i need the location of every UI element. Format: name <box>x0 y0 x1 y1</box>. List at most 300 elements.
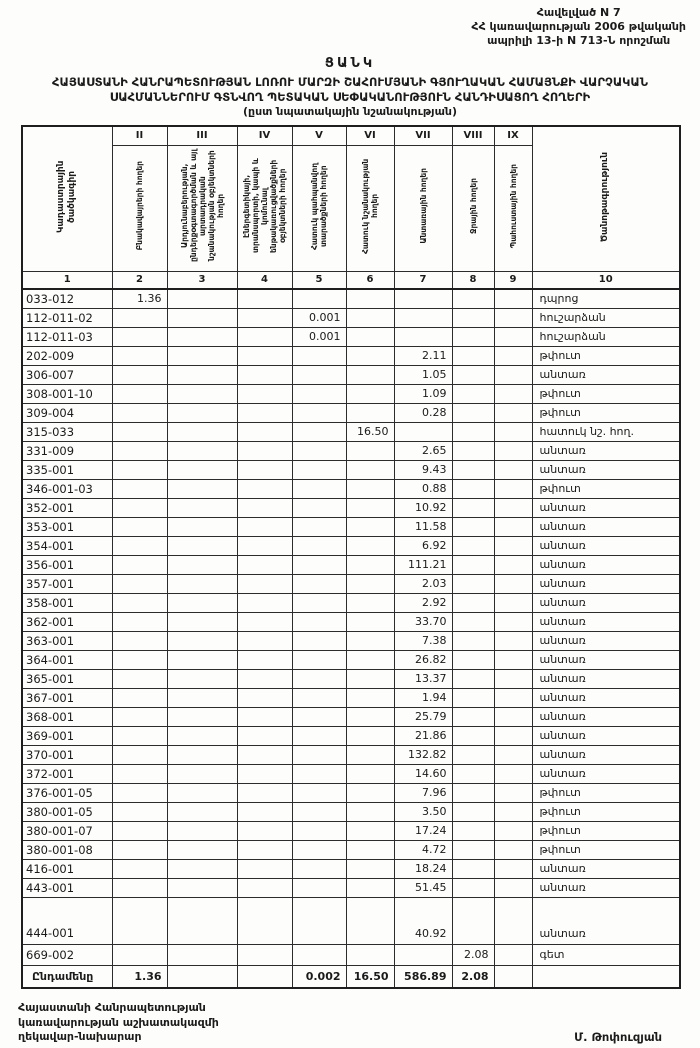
cell-col-2 <box>112 612 167 631</box>
cell-note: անտառ <box>532 923 680 944</box>
cell-col-5 <box>292 688 346 707</box>
cell-col-3 <box>167 574 237 593</box>
table-row <box>22 403 680 422</box>
cell-col-4 <box>237 802 292 821</box>
cell-col-8 <box>452 726 494 745</box>
cell-col-3 <box>167 308 237 327</box>
cell-col-4 <box>237 745 292 764</box>
cell-col-9 <box>494 593 532 612</box>
cell-col-2 <box>112 498 167 517</box>
cell-col-9 <box>494 308 532 327</box>
cell-col-2 <box>112 859 167 878</box>
annex-line-2: ՀՀ կառավարության 2006 թվականի <box>471 20 686 33</box>
cell-col-5: 0.001 <box>292 327 346 346</box>
cell-col-3 <box>167 346 237 365</box>
cell-col-6 <box>346 479 394 498</box>
cell-col-4 <box>237 289 292 308</box>
cell-col-8 <box>452 555 494 574</box>
cell-cadastral-code: 354-001 <box>22 536 112 555</box>
cell-col-6 <box>346 631 394 650</box>
cell-col-4 <box>237 944 292 965</box>
col-number-7: 7 <box>394 271 452 289</box>
cell-cadastral-code: 358-001 <box>22 593 112 612</box>
header-roman-5: V <box>292 126 346 145</box>
cell-col-2 <box>112 650 167 669</box>
cell-col-2 <box>112 593 167 612</box>
cell-col-9 <box>494 669 532 688</box>
cell-col-2 <box>112 669 167 688</box>
cell-cadastral-code: 335-001 <box>22 460 112 479</box>
cell-note: անտառ <box>532 631 680 650</box>
cell-col-9 <box>494 688 532 707</box>
cell-col-8 <box>452 536 494 555</box>
table-row <box>22 327 680 346</box>
cell-col-7: 2.11 <box>394 346 452 365</box>
cell-col-7: 3.50 <box>394 802 452 821</box>
cell-note: անտառ <box>532 650 680 669</box>
cell-col-8 <box>452 384 494 403</box>
empty-cell <box>346 897 394 923</box>
cell-col-2 <box>112 764 167 783</box>
cell-note: թփուտ <box>532 783 680 802</box>
cell-note: գետ <box>532 944 680 965</box>
cell-note: անտառ <box>532 555 680 574</box>
cell-cadastral-code: 033-012 <box>22 289 112 308</box>
cell-cadastral-code: 309-004 <box>22 403 112 422</box>
header-roman-9: IX <box>494 126 532 145</box>
cell-col-7: 2.03 <box>394 574 452 593</box>
cell-col-7: 7.96 <box>394 783 452 802</box>
header-roman-8: VIII <box>452 126 494 145</box>
cell-col-6 <box>346 923 394 944</box>
cell-col-2 <box>112 403 167 422</box>
cell-col-6: 16.50 <box>346 965 394 988</box>
cell-col-9 <box>494 517 532 536</box>
table-row <box>22 631 680 650</box>
cell-cadastral-code: 376-001-05 <box>22 783 112 802</box>
cell-col-3 <box>167 878 237 897</box>
cell-note: անտառ <box>532 460 680 479</box>
cell-col-7: 40.92 <box>394 923 452 944</box>
col-number-8: 8 <box>452 271 494 289</box>
cell-col-2 <box>112 631 167 650</box>
annex-line-1: Հավելված N 7 <box>536 6 621 19</box>
table-row <box>22 593 680 612</box>
cell-col-7: 2.65 <box>394 441 452 460</box>
cell-col-6 <box>346 944 394 965</box>
cell-note: հատուկ նշ. հող. <box>532 422 680 441</box>
cell-col-3 <box>167 384 237 403</box>
cell-col-6 <box>346 536 394 555</box>
cell-col-3 <box>167 555 237 574</box>
cell-col-7: 586.89 <box>394 965 452 988</box>
cell-col-6 <box>346 289 394 308</box>
cell-col-5 <box>292 764 346 783</box>
header-protected-lands: Հատուկ պահպանվող տարածքների հողեր <box>292 145 346 271</box>
cell-col-9 <box>494 289 532 308</box>
cell-col-9 <box>494 479 532 498</box>
cell-note: թփուտ <box>532 403 680 422</box>
table-row <box>22 688 680 707</box>
cell-col-2 <box>112 346 167 365</box>
cell-col-4 <box>237 574 292 593</box>
cell-col-9 <box>494 840 532 859</box>
cell-cadastral-code: 308-001-10 <box>22 384 112 403</box>
cell-note: անտառ <box>532 517 680 536</box>
cell-col-4 <box>237 384 292 403</box>
cell-note: հուշարձան <box>532 327 680 346</box>
cell-col-7 <box>394 944 452 965</box>
cell-col-4 <box>237 840 292 859</box>
cell-col-6 <box>346 460 394 479</box>
cell-col-5 <box>292 517 346 536</box>
cell-col-7: 26.82 <box>394 650 452 669</box>
cell-col-6 <box>346 593 394 612</box>
cell-col-3 <box>167 802 237 821</box>
cell-col-5 <box>292 669 346 688</box>
cell-cadastral-code: 380-001-07 <box>22 821 112 840</box>
col-number-3: 3 <box>167 271 237 289</box>
cell-col-5 <box>292 650 346 669</box>
cell-col-3 <box>167 612 237 631</box>
cell-note: անտառ <box>532 612 680 631</box>
cell-col-6 <box>346 574 394 593</box>
cell-cadastral-code: 315-033 <box>22 422 112 441</box>
table-row <box>22 498 680 517</box>
cell-col-9 <box>494 574 532 593</box>
cell-col-4 <box>237 965 292 988</box>
cell-col-8 <box>452 365 494 384</box>
cell-note: թփուտ <box>532 479 680 498</box>
cell-col-9 <box>494 944 532 965</box>
cell-cadastral-code: 444-001 <box>22 923 112 944</box>
cell-col-3 <box>167 764 237 783</box>
total-label: Ընդամենը <box>22 965 112 988</box>
cell-col-6 <box>346 346 394 365</box>
cell-col-4 <box>237 460 292 479</box>
cell-col-5 <box>292 346 346 365</box>
cell-col-2 <box>112 536 167 555</box>
cell-col-7: 18.24 <box>394 859 452 878</box>
cell-col-8 <box>452 422 494 441</box>
cell-col-4 <box>237 308 292 327</box>
cell-note: դպրոց <box>532 289 680 308</box>
cell-col-2 <box>112 923 167 944</box>
cell-col-4 <box>237 365 292 384</box>
cell-cadastral-code: 380-001-08 <box>22 840 112 859</box>
table-row <box>22 536 680 555</box>
header-roman-2: II <box>112 126 167 145</box>
cell-col-7: 13.37 <box>394 669 452 688</box>
header-special-lands: Հատուկ նշանակության հողեր <box>346 145 394 271</box>
signatory-title-line-2: կառավարության աշխատակազմի <box>18 1015 219 1029</box>
cell-cadastral-code: 363-001 <box>22 631 112 650</box>
cell-col-6 <box>346 783 394 802</box>
cell-col-8: 2.08 <box>452 944 494 965</box>
cell-col-9 <box>494 802 532 821</box>
annex-reference <box>471 6 686 48</box>
cell-col-2 <box>112 745 167 764</box>
cell-cadastral-code: 365-001 <box>22 669 112 688</box>
cell-note: անտառ <box>532 764 680 783</box>
cell-note: թփուտ <box>532 384 680 403</box>
header-infrastructure-lands: Էներգետիկայի, տրանսպորտի, կապի և կոմունալ ենթակառուցվածքների օբյեկտների հողեր <box>237 145 292 271</box>
table-row <box>22 460 680 479</box>
col-number-4: 4 <box>237 271 292 289</box>
cell-col-4 <box>237 346 292 365</box>
cell-col-8 <box>452 840 494 859</box>
cell-col-5 <box>292 859 346 878</box>
cell-col-3 <box>167 536 237 555</box>
cell-col-7 <box>394 289 452 308</box>
cell-col-4 <box>237 517 292 536</box>
table-body <box>22 289 680 988</box>
cell-col-8: 2.08 <box>452 965 494 988</box>
table-header <box>22 126 680 289</box>
cell-col-8 <box>452 783 494 802</box>
spacer-row <box>22 897 680 923</box>
cell-col-4 <box>237 631 292 650</box>
cell-col-5 <box>292 365 346 384</box>
cell-cadastral-code: 362-001 <box>22 612 112 631</box>
cell-note: հուշարձան <box>532 308 680 327</box>
cell-col-5 <box>292 498 346 517</box>
cell-cadastral-code: 112-011-03 <box>22 327 112 346</box>
cell-col-2 <box>112 422 167 441</box>
cell-col-3 <box>167 365 237 384</box>
cell-cadastral-code: 369-001 <box>22 726 112 745</box>
cell-col-4 <box>237 498 292 517</box>
cell-col-7 <box>394 422 452 441</box>
cell-col-3 <box>167 517 237 536</box>
cell-col-2 <box>112 726 167 745</box>
cell-col-5 <box>292 802 346 821</box>
cell-col-8 <box>452 498 494 517</box>
cell-cadastral-code: 364-001 <box>22 650 112 669</box>
cell-cadastral-code: 202-009 <box>22 346 112 365</box>
cell-col-6 <box>346 517 394 536</box>
cell-col-4 <box>237 536 292 555</box>
col-number-1: 1 <box>22 271 112 289</box>
table-row <box>22 764 680 783</box>
cell-cadastral-code: 368-001 <box>22 707 112 726</box>
cell-col-2 <box>112 384 167 403</box>
cell-col-6 <box>346 650 394 669</box>
cell-cadastral-code: 416-001 <box>22 859 112 878</box>
cell-col-8 <box>452 688 494 707</box>
header-roman-4: IV <box>237 126 292 145</box>
cell-col-7: 0.88 <box>394 479 452 498</box>
cell-col-4 <box>237 859 292 878</box>
table-row <box>22 745 680 764</box>
table-row <box>22 517 680 536</box>
cell-col-2 <box>112 821 167 840</box>
cell-col-7: 25.79 <box>394 707 452 726</box>
cell-col-7: 111.21 <box>394 555 452 574</box>
cell-col-9 <box>494 923 532 944</box>
cell-col-9 <box>494 441 532 460</box>
cell-col-5 <box>292 536 346 555</box>
table-row <box>22 308 680 327</box>
cell-col-9 <box>494 422 532 441</box>
cell-col-4 <box>237 441 292 460</box>
table-row <box>22 859 680 878</box>
col-number-6: 6 <box>346 271 394 289</box>
cell-col-7: 1.05 <box>394 365 452 384</box>
cell-col-6 <box>346 555 394 574</box>
cell-col-3 <box>167 707 237 726</box>
cell-col-5 <box>292 821 346 840</box>
cell-note: անտառ <box>532 574 680 593</box>
cell-col-8 <box>452 923 494 944</box>
cell-col-5 <box>292 745 346 764</box>
cell-col-5 <box>292 631 346 650</box>
cell-col-9 <box>494 498 532 517</box>
cell-note: անտառ <box>532 441 680 460</box>
cell-cadastral-code: 356-001 <box>22 555 112 574</box>
cell-col-6 <box>346 365 394 384</box>
cell-col-6 <box>346 441 394 460</box>
cell-col-7 <box>394 327 452 346</box>
cell-col-5 <box>292 783 346 802</box>
total-row <box>22 965 680 988</box>
cell-col-9 <box>494 612 532 631</box>
cell-cadastral-code: 331-009 <box>22 441 112 460</box>
col-number-2: 2 <box>112 271 167 289</box>
cell-col-7: 21.86 <box>394 726 452 745</box>
cell-col-8 <box>452 650 494 669</box>
cell-col-3 <box>167 479 237 498</box>
cell-col-6 <box>346 707 394 726</box>
header-roman-7: VII <box>394 126 452 145</box>
table-row <box>22 365 680 384</box>
header-note-column <box>532 126 680 271</box>
cell-col-2 <box>112 365 167 384</box>
signatory-title <box>18 1001 219 1045</box>
cell-col-8 <box>452 745 494 764</box>
cell-col-5 <box>292 460 346 479</box>
col-number-10: 10 <box>532 271 680 289</box>
cell-col-4 <box>237 688 292 707</box>
table-row <box>22 923 680 944</box>
empty-cell <box>532 897 680 923</box>
cell-col-8 <box>452 593 494 612</box>
document-subtitle: (ըստ նպատակային նշանակության) <box>243 105 457 118</box>
table-row <box>22 479 680 498</box>
cell-col-8 <box>452 441 494 460</box>
cell-col-7: 7.38 <box>394 631 452 650</box>
signatory-title-line-1: Հայաստանի Հանրապետության <box>18 1001 206 1014</box>
table-row <box>22 384 680 403</box>
cell-col-9 <box>494 365 532 384</box>
cell-cadastral-code: 352-001 <box>22 498 112 517</box>
cell-col-7: 51.45 <box>394 878 452 897</box>
empty-cell <box>167 897 237 923</box>
cell-col-7: 4.72 <box>394 840 452 859</box>
cell-col-8 <box>452 764 494 783</box>
table-row <box>22 944 680 965</box>
cell-note: անտառ <box>532 536 680 555</box>
table-row <box>22 574 680 593</box>
empty-cell <box>237 897 292 923</box>
cell-col-3 <box>167 840 237 859</box>
cell-col-8 <box>452 346 494 365</box>
cell-note: անտառ <box>532 726 680 745</box>
cell-col-2 <box>112 441 167 460</box>
cell-col-5 <box>292 441 346 460</box>
cell-note: թփուտ <box>532 821 680 840</box>
column-number-row <box>22 271 680 289</box>
cell-col-7: 1.94 <box>394 688 452 707</box>
cell-col-7: 33.70 <box>394 612 452 631</box>
table-row <box>22 707 680 726</box>
cell-col-8 <box>452 707 494 726</box>
cell-col-5 <box>292 479 346 498</box>
cell-col-8 <box>452 859 494 878</box>
cell-col-6 <box>346 840 394 859</box>
cell-col-6 <box>346 327 394 346</box>
cell-col-2 <box>112 944 167 965</box>
cell-note: թփուտ <box>532 802 680 821</box>
cell-col-3 <box>167 460 237 479</box>
cell-col-5 <box>292 555 346 574</box>
table-row <box>22 802 680 821</box>
cell-col-3 <box>167 441 237 460</box>
cell-col-8 <box>452 669 494 688</box>
cell-col-9 <box>494 346 532 365</box>
table-row <box>22 783 680 802</box>
cell-col-6 <box>346 403 394 422</box>
cell-col-8 <box>452 802 494 821</box>
header-cadastral-code-label: Կադաստրային ծածկագիր <box>56 161 78 234</box>
table-row <box>22 669 680 688</box>
cell-col-7: 2.92 <box>394 593 452 612</box>
cell-col-5 <box>292 384 346 403</box>
cell-col-3 <box>167 498 237 517</box>
cell-col-4 <box>237 821 292 840</box>
cell-col-6 <box>346 669 394 688</box>
cell-col-3 <box>167 726 237 745</box>
cell-col-4 <box>237 726 292 745</box>
header-note-label: Ծանոթագրություն <box>600 152 611 243</box>
cell-col-5: 0.001 <box>292 308 346 327</box>
cell-cadastral-code: 357-001 <box>22 574 112 593</box>
cell-col-2 <box>112 517 167 536</box>
cell-col-6 <box>346 821 394 840</box>
cell-note: անտառ <box>532 498 680 517</box>
cell-col-5 <box>292 944 346 965</box>
cell-col-3 <box>167 403 237 422</box>
cell-col-3 <box>167 631 237 650</box>
roman-numeral-row <box>22 126 680 145</box>
cell-col-3 <box>167 593 237 612</box>
cell-col-6 <box>346 859 394 878</box>
cell-col-9 <box>494 707 532 726</box>
cell-col-7: 1.09 <box>394 384 452 403</box>
cell-col-6: 16.50 <box>346 422 394 441</box>
cell-col-4 <box>237 650 292 669</box>
cell-col-2 <box>112 555 167 574</box>
cell-col-9 <box>494 878 532 897</box>
cell-col-7 <box>394 308 452 327</box>
cell-note <box>532 965 680 988</box>
header-settlement-lands: Բնակավայրերի հողեր <box>112 145 167 271</box>
cell-col-2 <box>112 707 167 726</box>
cell-col-7: 11.58 <box>394 517 452 536</box>
cell-col-2 <box>112 840 167 859</box>
cell-col-2 <box>112 802 167 821</box>
cell-note: անտառ <box>532 745 680 764</box>
